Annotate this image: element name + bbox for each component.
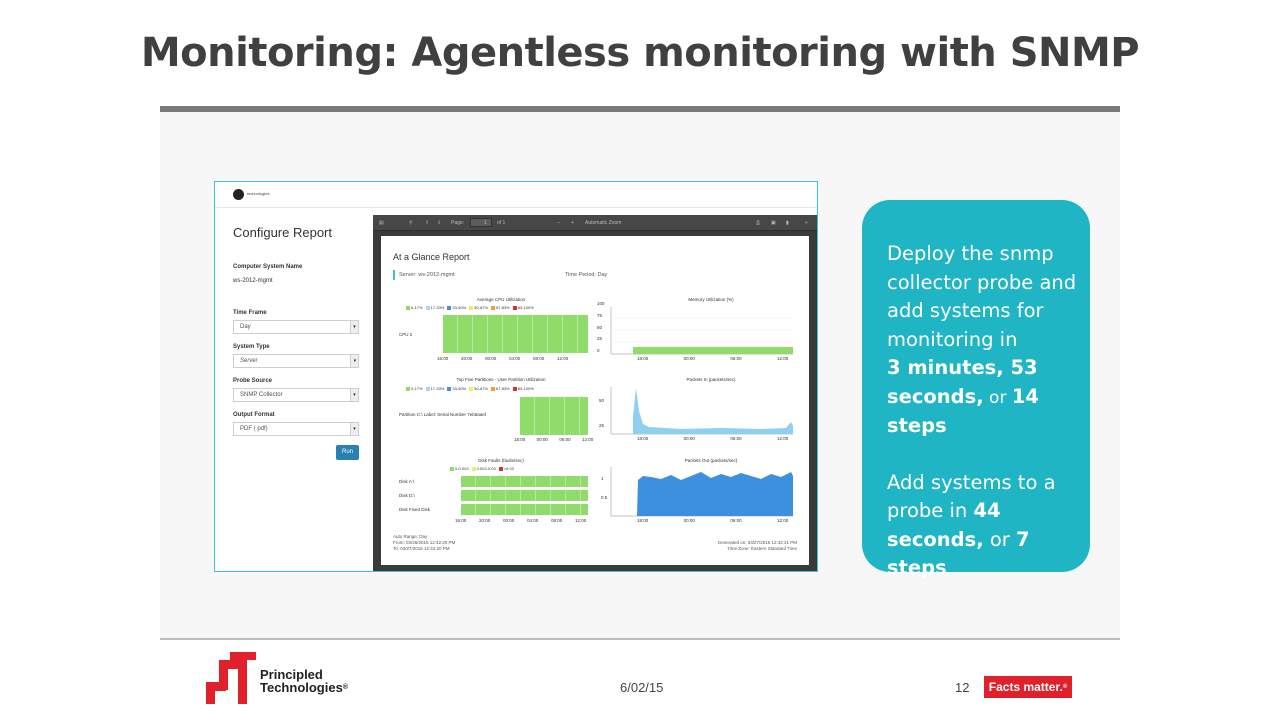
x-tick-label: 12:00 [777, 518, 789, 523]
y-tick-label: 0 [597, 348, 600, 353]
callout-line1: Deploy the snmp collector probe and add systems for monitoring in [887, 242, 1077, 351]
legend-label: 17-33% [430, 386, 445, 391]
callout-mid2: or [983, 527, 1017, 551]
callout-line2: Add systems to a probe in [887, 470, 1056, 522]
callout-bold2: 14 steps [887, 384, 1039, 437]
chevron-down-icon: ▾ [350, 389, 358, 401]
page-number-input[interactable] [470, 218, 492, 227]
legend-label: 50-67% [474, 386, 488, 391]
callout-paragraph-1 [887, 240, 1084, 441]
chevron-down-icon: ▾ [350, 321, 358, 333]
x-tick-label: 04:00 [527, 518, 539, 523]
packets-in-chart-title: Packets In (packets/sec) [686, 377, 736, 382]
brand-text: technologies [247, 191, 270, 196]
y-tick-label: 100 [597, 301, 605, 306]
footer-line: Generated on: 03/27/2015 12:42:21 PM [717, 540, 797, 545]
legend-label: 67-83% [495, 386, 510, 391]
cpu-row-label: CPU 2 [399, 332, 413, 337]
zoom-out-button[interactable]: − [557, 220, 560, 226]
packets-out-chart [611, 467, 793, 516]
legend-label: 0-0.003 [455, 466, 469, 471]
x-tick-label: 20:00 [461, 356, 473, 361]
callout-box [862, 200, 1090, 579]
tools-icon[interactable]: » [805, 220, 808, 226]
x-tick-label: 06:00 [730, 356, 742, 361]
download-icon[interactable]: ▣ [771, 220, 776, 226]
company-name-line1: Principled [260, 667, 323, 682]
report-footer-right [718, 540, 797, 552]
x-tick-label: 06:00 [730, 436, 742, 441]
y-tick-label: 25 [597, 336, 603, 342]
ca-logo-icon [233, 189, 244, 200]
report-footer-left [393, 534, 455, 552]
system-type-value: Server [240, 358, 258, 364]
computer-system-name-value: ws-2012-mgmt [233, 278, 273, 284]
packets-out-chart-title: Packets Out (packets/sec) [684, 458, 738, 463]
legend-label: 0-17% [411, 386, 423, 391]
slide-page-number: 12 [955, 680, 970, 695]
x-tick-label: 06:00 [730, 518, 742, 523]
x-tick-label: 08:00 [533, 356, 545, 361]
memory-area [633, 347, 793, 354]
disk-row-label: Disk Fixed Disk [399, 507, 431, 512]
legend-label: 0-17% [411, 305, 423, 310]
callout-bold4: 7 steps [887, 527, 1030, 579]
x-tick-label: 00:00 [485, 356, 497, 361]
system-type-select[interactable] [233, 354, 359, 368]
computer-system-name-label: Computer System Name [233, 264, 303, 270]
footer-line: From: 03/26/2015 12:42:20 PM [393, 540, 456, 545]
sidebar-toggle-icon[interactable]: ▤ [379, 220, 384, 226]
y-tick-label: 25 [599, 423, 605, 428]
run-button[interactable]: Run [336, 445, 359, 460]
disk-row-label: Disk A:\ [399, 479, 415, 484]
probe-source-label: Probe Source [233, 378, 273, 384]
facts-matter-badge [984, 676, 1072, 698]
y-tick-label: 50 [597, 324, 603, 330]
x-tick-label: 12:00 [575, 518, 587, 523]
company-name-line2: Technologies [260, 680, 343, 695]
principled-technologies-logo-icon [206, 652, 258, 704]
legend-label: 33-50% [452, 305, 467, 310]
partition-row-label: Partition C:\ Label: Serial Number 7eb6aaef [399, 412, 487, 417]
legend-label: 83-100% [517, 386, 534, 391]
output-format-label: Output Format [233, 412, 275, 418]
report-time-period: Time Period: Day [565, 272, 608, 278]
legend-label: 83-100% [517, 305, 534, 310]
bookmark-icon[interactable]: ▮ [786, 220, 789, 226]
x-tick-label: 18:00 [637, 356, 649, 361]
report-screenshot [214, 181, 818, 572]
partition-chart-title: Top Five Partitions - User Partition Utilization [456, 377, 546, 382]
callout-paragraph-2 [887, 469, 1084, 583]
x-tick-label: 00:00 [536, 437, 548, 442]
x-tick-label: 12:00 [777, 436, 789, 441]
probe-source-value: SNMP Collector [240, 392, 283, 398]
memory-chart-title: Memory Utilization (%) [688, 297, 734, 302]
slide-title: Monitoring: Agentless monitoring with SNMP [140, 30, 1140, 76]
output-format-select[interactable] [233, 422, 359, 436]
prev-page-icon[interactable]: ⇧ [425, 220, 430, 226]
x-tick-label: 00:00 [683, 436, 695, 441]
configure-report-title: Configure Report [233, 225, 332, 240]
callout-bold3: 44 seconds, [887, 499, 1001, 551]
system-type-label: System Type [233, 344, 270, 350]
x-tick-label: 16:00 [437, 356, 449, 361]
page-number-value: 1 [484, 220, 487, 226]
packets-out-area [637, 472, 793, 516]
report-title: At a Glance Report [393, 252, 470, 262]
x-tick-label: 12:00 [557, 356, 569, 361]
packets-in-chart [611, 387, 793, 434]
x-tick-label: 16:00 [455, 518, 467, 523]
page-of-text: of 1 [497, 220, 506, 226]
pdf-toolbar [373, 215, 817, 231]
disk-row-label: Disk D:\ [399, 493, 415, 498]
page-label: Page: [451, 220, 465, 226]
y-tick-label: 0.5 [601, 495, 608, 500]
x-tick-label: 18:00 [637, 436, 649, 441]
x-tick-label: 18:00 [637, 518, 649, 523]
legend-label: 50-67% [474, 305, 488, 310]
slide-date: 6/02/15 [620, 680, 664, 695]
probe-source-select[interactable] [233, 388, 359, 402]
right-charts-svg [381, 236, 809, 565]
cpu-chart-title: Average CPU Utilization [476, 297, 526, 302]
print-icon[interactable]: ⎙ [756, 220, 761, 226]
legend-label: 33-50% [452, 386, 467, 391]
x-tick-label: 12:00 [582, 437, 594, 442]
x-tick-label: 08:00 [551, 518, 563, 523]
output-format-value: PDF ( pdf) [240, 426, 268, 432]
facts-matter-text: Facts matter. [988, 680, 1063, 694]
next-page-icon[interactable]: ⇩ [437, 220, 442, 226]
x-tick-label: 04:00 [509, 356, 521, 361]
legend-label: 0.003-0.03 [476, 466, 496, 471]
x-tick-label: 00:00 [683, 356, 695, 361]
legend-label: 17-33% [430, 305, 445, 310]
chevron-down-icon: ▾ [350, 355, 358, 367]
company-name [260, 668, 348, 694]
time-frame-value: Day [240, 324, 251, 330]
footer-line: Auto Range: Day [393, 534, 428, 539]
zoom-in-button[interactable]: + [571, 220, 574, 226]
zoom-select[interactable]: Automatic Zoom [585, 220, 622, 226]
disk-chart-title: Disk Faults (faults/sec) [478, 458, 524, 463]
legend-label: 67-83% [495, 305, 510, 310]
x-tick-label: 00:00 [503, 518, 515, 523]
report-server: Server: ws-2012-mgmt [393, 270, 455, 280]
time-frame-label: Time Frame [233, 310, 267, 316]
x-tick-label: 12:00 [777, 356, 789, 361]
x-tick-label: 18:00 [514, 437, 526, 442]
legend-label: >0.03 [503, 466, 514, 471]
chevron-down-icon: ▾ [350, 423, 358, 435]
callout-mid1: or [983, 387, 1012, 408]
x-tick-label: 00:00 [683, 518, 695, 523]
footer-line: Time Zone: Eastern Standard Time [727, 546, 797, 551]
callout-bold1: 3 minutes, 53 seconds, [887, 356, 1038, 408]
registered-mark: ® [342, 684, 348, 691]
app-header [215, 182, 817, 208]
search-icon[interactable]: ⚲ [409, 220, 413, 226]
y-tick-label: 1 [601, 476, 604, 481]
x-tick-label: 20:00 [479, 518, 491, 523]
y-tick-label: 75 [597, 312, 603, 318]
pdf-page [381, 236, 809, 565]
time-frame-select[interactable] [233, 320, 359, 334]
facts-matter-mark: ® [1062, 684, 1068, 690]
y-tick-label: 50 [599, 398, 605, 403]
memory-chart [611, 307, 793, 354]
pdf-viewer [373, 215, 817, 571]
packets-in-area [633, 388, 793, 434]
x-tick-label: 06:00 [559, 437, 571, 442]
footer-line: To: 03/27/2015 12:42:20 PM [393, 546, 450, 551]
